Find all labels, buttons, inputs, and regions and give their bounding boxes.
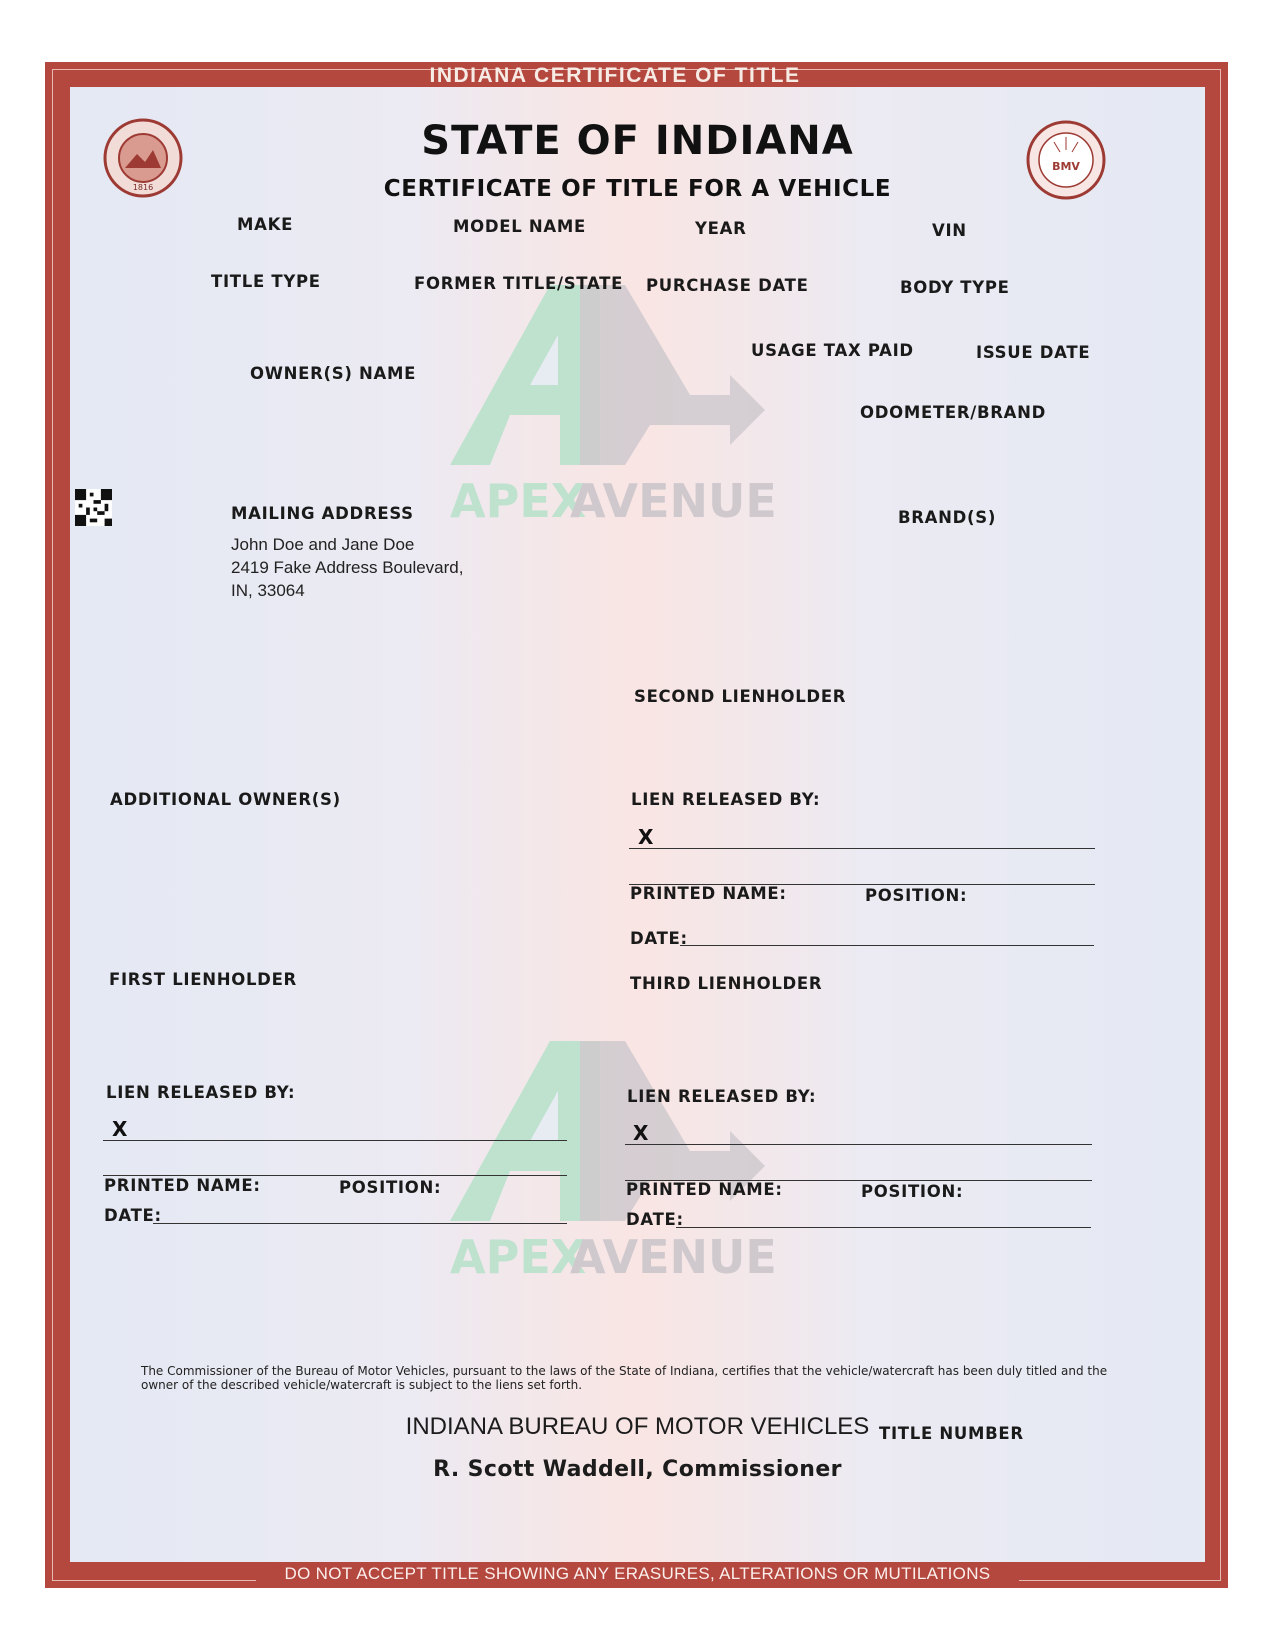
brands-label: BRAND(S) — [898, 508, 997, 527]
watermark-a-green — [450, 285, 600, 465]
year-label: YEAR — [695, 219, 747, 238]
lien-released-by-label-2: LIEN RELEASED BY: — [106, 1083, 296, 1102]
odometer-brand-label: ODOMETER/BRAND — [860, 403, 1047, 422]
vin-label: VIN — [932, 221, 967, 240]
date-line-2[interactable] — [153, 1223, 567, 1224]
page-title: STATE OF INDIANA — [421, 118, 854, 164]
position-label-1: POSITION: — [865, 886, 968, 905]
usage-tax-paid-label: USAGE TAX PAID — [751, 341, 914, 360]
signature-x-1: X — [638, 825, 654, 849]
watermark-logo-bottom — [450, 1041, 780, 1301]
lien-released-by-label-1: LIEN RELEASED BY: — [631, 790, 821, 809]
printed-name-label-2: PRINTED NAME: — [104, 1176, 261, 1195]
address-line-3: IN, 33064 — [231, 581, 305, 600]
printed-name-label-1: PRINTED NAME: — [630, 884, 787, 903]
purchase-date-label: PURCHASE DATE — [646, 276, 809, 295]
lien-released-by-label-3: LIEN RELEASED BY: — [627, 1087, 817, 1106]
model-name-label: MODEL NAME — [453, 217, 586, 236]
address-line-1: John Doe and Jane Doe — [231, 535, 415, 554]
signature-x-3: X — [633, 1121, 649, 1145]
address-line-2: 2419 Fake Address Boulevard, — [231, 558, 464, 577]
date-line-3[interactable] — [676, 1227, 1091, 1228]
date-label-3: DATE: — [626, 1210, 684, 1229]
svg-text:BMV: BMV — [1052, 160, 1080, 173]
commissioner-name: R. Scott Waddell, Commissioner — [433, 1457, 842, 1482]
position-label-3: POSITION: — [861, 1182, 964, 1201]
mailing-address-label: MAILING ADDRESS — [231, 504, 414, 523]
additional-owners-label: ADDITIONAL OWNER(S) — [110, 790, 341, 809]
date-label-1: DATE: — [630, 929, 688, 948]
issue-date-label: ISSUE DATE — [976, 343, 1091, 362]
third-lienholder-label: THIRD LIENHOLDER — [630, 974, 823, 993]
first-lienholder-label: FIRST LIENHOLDER — [109, 970, 297, 989]
svg-text:1816: 1816 — [132, 183, 154, 192]
qr-code-icon — [75, 489, 112, 526]
svg-text:APEX: APEX — [450, 1230, 587, 1284]
bureau-name: INDIANA BUREAU OF MOTOR VEHICLES — [405, 1413, 870, 1440]
watermark-text-apex: APEX — [450, 474, 587, 528]
watermark-logo-top — [450, 285, 780, 545]
position-label-2: POSITION: — [339, 1178, 442, 1197]
page-subtitle: CERTIFICATE OF TITLE FOR A VEHICLE — [383, 176, 892, 202]
bottom-banner: DO NOT ACCEPT TITLE SHOWING ANY ERASURES, ALTERATIONS OR MUTILATIONS — [256, 1562, 1019, 1586]
signature-line-2[interactable] — [103, 1140, 567, 1141]
svg-text:AVENUE: AVENUE — [570, 1230, 777, 1284]
watermark-text-avenue: AVENUE — [570, 474, 777, 528]
signature-line-1[interactable] — [629, 848, 1095, 849]
signature-x-2: X — [112, 1117, 128, 1141]
owners-name-label: OWNER(S) NAME — [250, 364, 417, 383]
signature-line-3[interactable] — [625, 1144, 1092, 1145]
title-type-label: TITLE TYPE — [211, 272, 321, 291]
date-line-1[interactable] — [680, 945, 1094, 946]
printed-name-label-3: PRINTED NAME: — [626, 1180, 783, 1199]
date-label-2: DATE: — [104, 1206, 162, 1225]
title-number-label: TITLE NUMBER — [879, 1424, 1024, 1443]
certification-text: The Commissioner of the Bureau of Motor Vehicles, pursuant to the laws of the State of Indiana, certifies that the vehicle/watercraft has been duly titled and the owner of the described vehicle/watercraft is subject to the liens set forth. — [141, 1364, 1108, 1392]
top-banner: INDIANA CERTIFICATE OF TITLE — [429, 64, 801, 87]
second-lienholder-label: SECOND LIENHOLDER — [634, 687, 847, 706]
watermark-a-gray — [580, 285, 765, 465]
former-title-state-label: FORMER TITLE/STATE — [414, 274, 624, 293]
make-label: MAKE — [237, 215, 294, 234]
body-type-label: BODY TYPE — [900, 278, 1010, 297]
